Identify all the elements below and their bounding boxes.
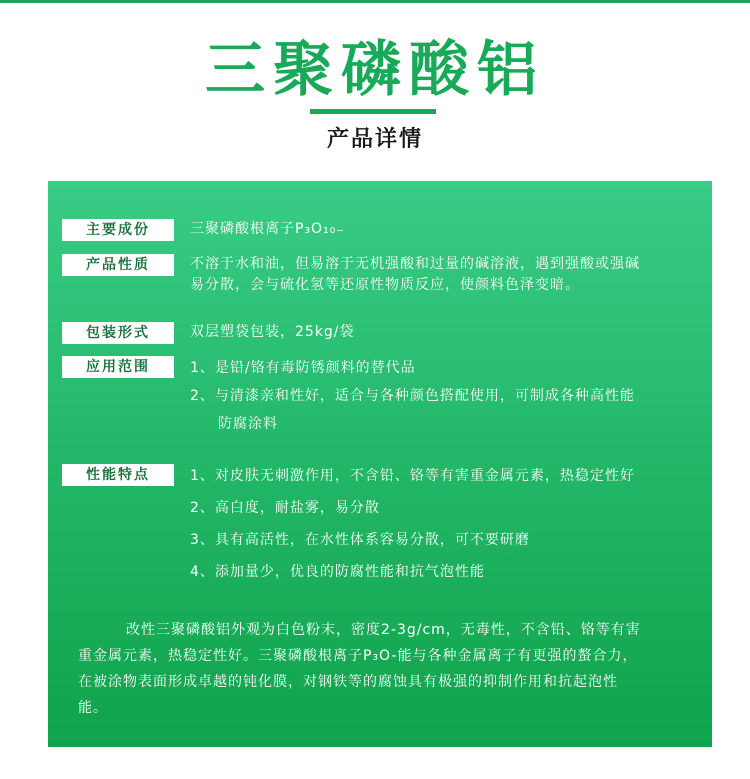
- value-features: [190, 464, 690, 592]
- packaging-text: 双层塑袋包装，25kg/袋: [190, 324, 355, 340]
- label-properties: 产品性质: [62, 254, 174, 276]
- detail-row-features: [62, 464, 690, 592]
- application-item-2-cont: 防腐涂料: [218, 416, 278, 432]
- detail-row-properties: [62, 254, 690, 296]
- feature-item-2: 2、高白度，耐盐雾，易分散: [190, 500, 380, 516]
- value-applications: [190, 356, 690, 440]
- summary-line-4: 能。: [78, 700, 108, 716]
- feature-item-1: 1、对皮肤无刺激作用，不含铅、铬等有害重金属元素，热稳定性好: [190, 468, 635, 484]
- label-features: 性能特点: [62, 464, 174, 486]
- summary-paragraph: [78, 617, 698, 721]
- top-accent-line: [0, 0, 750, 3]
- value-properties: [190, 254, 690, 296]
- title-underline: [310, 109, 436, 114]
- application-item-1: 1、是铅/铬有毒防锈颜料的替代品: [190, 360, 416, 376]
- application-item-2: 2、与清漆亲和性好，适合与各种颜色搭配使用，可制成各种高性能: [190, 388, 635, 404]
- summary-line-1: 改性三聚磷酸铝外观为白色粉末，密度2-3g/cm，无毒性，不含铅、铬等有害: [126, 622, 641, 638]
- value-composition: [190, 219, 690, 240]
- label-applications: 应用范围: [62, 356, 174, 378]
- label-packaging: 包装形式: [62, 322, 174, 344]
- section-subtitle: 产品详情: [326, 127, 423, 152]
- properties-line-2: 易分散，会与硫化氢等还原性物质反应，使颜料色泽变暗。: [190, 277, 580, 293]
- properties-line-1: 不溶于水和油，但易溶于无机强酸和过量的碱溶液，遇到强酸或强碱: [190, 256, 640, 272]
- value-packaging: [190, 322, 690, 343]
- page-title: 三聚磷酸铝: [205, 35, 545, 105]
- feature-item-3: 3、具有高活性，在水性体系容易分散，可不要研磨: [190, 532, 530, 548]
- label-composition: 主要成份: [62, 219, 174, 241]
- summary-line-3: 在被涂物表面形成卓越的钝化膜，对钢铁等的腐蚀具有极强的抑制作用和抗起泡性: [78, 674, 618, 690]
- detail-row-composition: [62, 219, 690, 241]
- detail-row-applications: [62, 356, 690, 440]
- feature-item-4: 4、添加量少，优良的防腐性能和抗气泡性能: [190, 564, 485, 580]
- summary-line-2: 重金属元素，热稳定性好。三聚磷酸根离子P₃O-能与各种金属离子有更强的螯合力，: [78, 648, 638, 664]
- detail-row-packaging: [62, 322, 690, 344]
- composition-text: 三聚磷酸根离子P₃O₁₀₋: [190, 221, 345, 237]
